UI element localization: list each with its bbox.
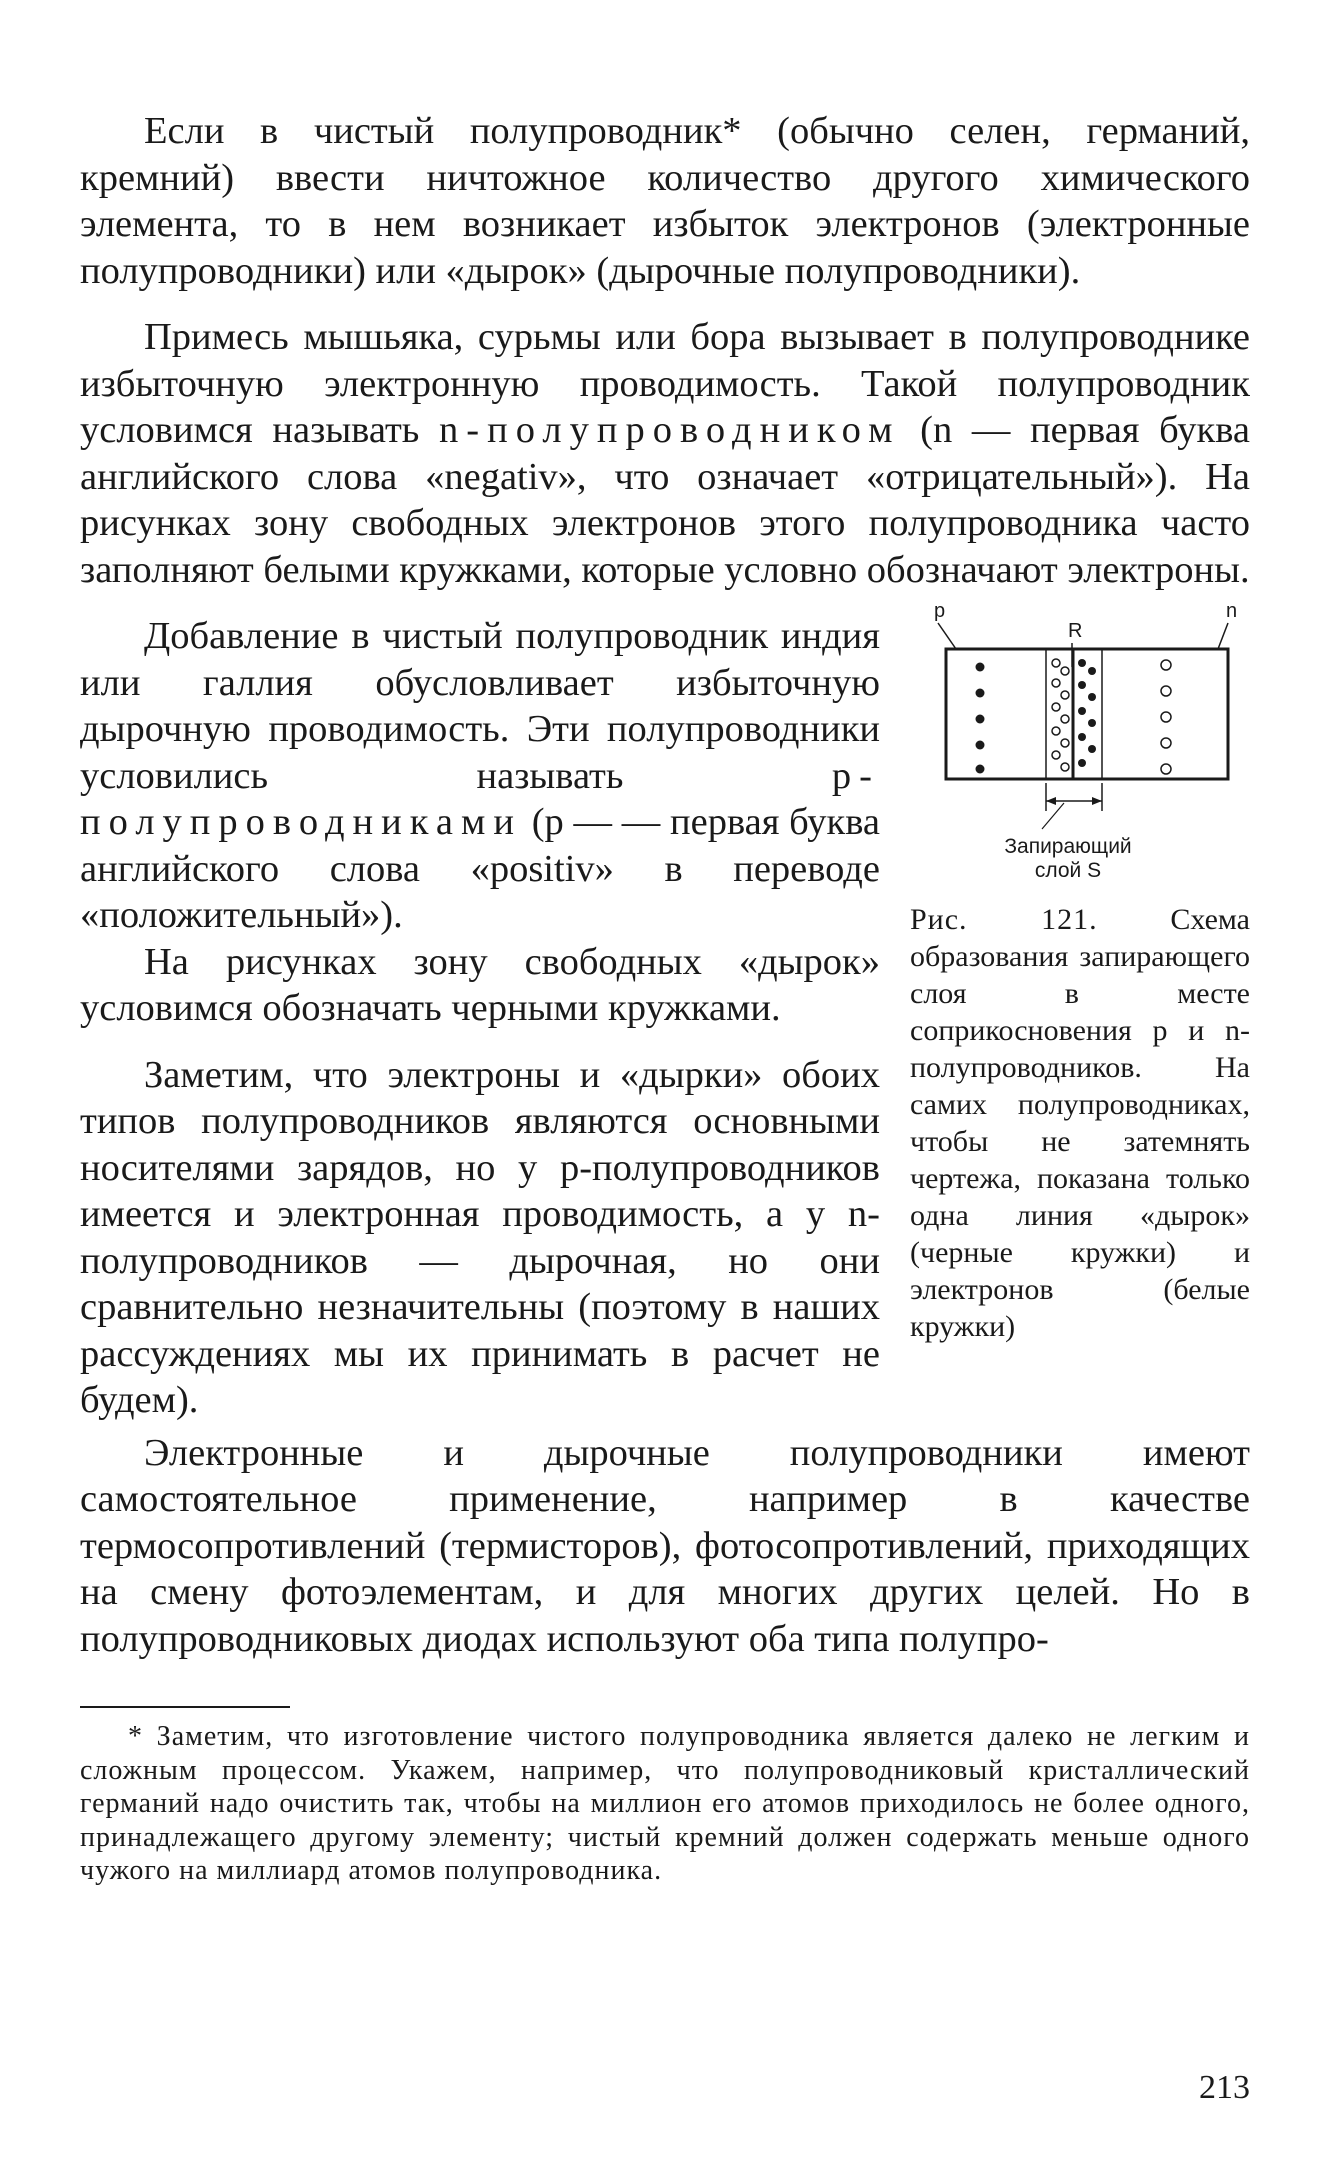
hole-dot [1088, 693, 1096, 701]
hole-dot [976, 741, 985, 750]
figure-121 [910, 593, 1250, 1345]
hole-dot [1088, 745, 1096, 753]
paragraph-3-text-a: Добавление в чистый полупроводник индия или галлия обусловливает избыточную дырочную проводимость. Эти полупроводники условились называть [80, 615, 880, 797]
electron-dot [1052, 703, 1060, 711]
electron-dot [1052, 659, 1060, 667]
electron-dot [1161, 764, 1171, 774]
hole-dot [976, 663, 985, 672]
hole-dot [1088, 667, 1096, 675]
electron-dot [1061, 763, 1069, 771]
footnote-divider [80, 1706, 290, 1708]
barrier-electrons [1052, 659, 1069, 771]
electron-dot [1061, 715, 1069, 723]
hole-dot [1078, 659, 1086, 667]
arrow-right-icon [1092, 797, 1102, 805]
page-number: 213 [1199, 2069, 1250, 2106]
paragraph-2-text-a: Примесь мышьяка, сурьмы или бора вызывает в полупроводнике избыточную электронную проводимость. Такой полупроводник условимся называть [80, 316, 1250, 451]
barrier-holes [1078, 659, 1096, 767]
paragraph-2-term: n-полупроводником [439, 409, 901, 451]
hole-dot [1088, 719, 1096, 727]
paragraph-2 [80, 314, 1250, 593]
arrow-left-icon [1046, 797, 1056, 805]
electron-dot [1161, 660, 1171, 670]
barrier-label-line1: Запирающий [1004, 835, 1132, 858]
hole-dot [976, 689, 985, 698]
electron-dot [1161, 686, 1171, 696]
hole-dot [1078, 759, 1086, 767]
electron-dot [1161, 712, 1171, 722]
label-n: n [1226, 600, 1238, 622]
caption-text: Схема образования запирающего слоя в месте соприкосновения p и n-полупроводников. На самих полупроводниках, чтобы не затемнять чертежа, показана только одна линия «дырок» (черные кружки) и электронов (белые кружки) [910, 903, 1250, 1343]
electron-dot [1052, 751, 1060, 759]
footnote: * Заметим, что изготовление чистого полупроводника является далеко не легким и сложным процессом. Укажем, например, что полупроводниковый кристаллический германий надо очистить так, чтобы на миллион его атомов приходилось не более одного, принадлежащего другому элементу; чистый кремний должен содержать меньше одного чужого на миллиард атомов полупроводника. [80, 1721, 1250, 1886]
p-region-holes [976, 663, 985, 774]
electron-dot [1161, 738, 1171, 748]
paragraph-3-text-b: (p — — первая буква английского слова «positiv» в переводе «положительный»). [80, 801, 880, 936]
electron-dot [1052, 727, 1060, 735]
semiconductor-block [946, 649, 1228, 779]
paragraph-2-text-b: (n — первая буква английского слова «negativ», что означает «отрицательный»). На рисунках зону свободных электронов этого полупроводника часто заполняют белыми кружками, которые условно обозначают электроны. [80, 409, 1250, 591]
electron-dot [1052, 679, 1060, 687]
paragraph-4: На рисунках зону свободных «дырок» условимся обозначать черными кружками. [80, 940, 880, 1029]
paragraph-3-term: p-полупроводниками [80, 754, 880, 843]
hole-dot [1078, 733, 1086, 741]
pn-junction-diagram [910, 597, 1250, 887]
label-p: p [934, 600, 946, 622]
hole-dot [976, 715, 985, 724]
hole-dot [1078, 681, 1086, 689]
paragraph-6: Электронные и дырочные полупроводники имеют самостоятельное применение, например в качестве термосопротивлений (термисторов), фотосопротивлений, приходящих на смену фотоэлементам, и для многих других целей. Но в полупроводниковых диодах используют оба типа полупро- [80, 1431, 1250, 1660]
paragraph-1: Если в чистый полупроводник* (обычно селен, германий, кремний) ввести ничтожное количество другого химического элемента, то в нем возникает избыток электронов (электронные полупроводники) или «дырок» (дырочные полупроводники). [80, 110, 1250, 292]
figure-caption [910, 901, 1250, 1345]
leader-n [1218, 623, 1228, 649]
paragraph-5: Заметим, что электроны и «дырки» обоих типов полупроводников являются основными носителями зарядов, но у p-полупроводников имеется и электронная проводимость, а у n-полупроводников — дырочная, но они сравнительно незначительны (поэтому в наших рассуждениях мы их принимать в расчет не будем). [80, 1053, 880, 1421]
electron-dot [1061, 691, 1069, 699]
label-r: R [1068, 620, 1083, 642]
electron-dot [1061, 739, 1069, 747]
caption-number: Рис. 121. [910, 903, 1098, 936]
hole-dot [1078, 707, 1086, 715]
leader-p [938, 623, 956, 649]
page-content [80, 108, 1250, 1888]
barrier-label-line2: слой S [1034, 859, 1102, 882]
hole-dot [976, 765, 985, 774]
electron-dot [1061, 667, 1069, 675]
n-region-electrons [1161, 660, 1171, 774]
